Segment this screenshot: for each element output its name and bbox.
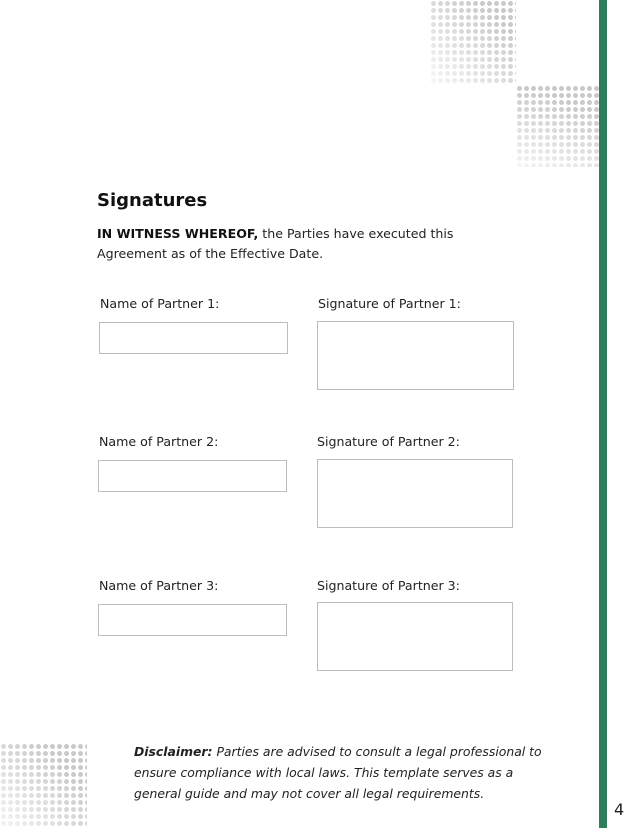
- partner-3-name-label: Name of Partner 3:: [99, 578, 219, 593]
- partner-3-name-field[interactable]: [98, 604, 287, 636]
- witness-clause-bold: IN WITNESS WHEREOF,: [97, 226, 259, 241]
- halftone-decoration-bottom-left: [0, 743, 87, 828]
- page-number: 4: [614, 800, 625, 819]
- disclaimer: [134, 741, 554, 804]
- section-title: Signatures: [97, 190, 208, 211]
- partner-2-signature-label: Signature of Partner 2:: [317, 434, 460, 449]
- partner-3-signature-field[interactable]: [317, 602, 513, 671]
- partner-3-signature-label: Signature of Partner 3:: [317, 578, 460, 593]
- disclaimer-label: Disclaimer:: [134, 744, 213, 759]
- halftone-decoration-right: [516, 85, 599, 167]
- disclaimer-text: Parties are advised to consult a legal professional to ensure compliance with local laws. This template serves as a general guide and may not cover all legal requirements.: [134, 744, 542, 801]
- witness-statement: [97, 224, 517, 263]
- partner-2-name-field[interactable]: [98, 460, 287, 492]
- halftone-decoration-top: [430, 0, 516, 85]
- partner-1-name-field[interactable]: [99, 322, 288, 354]
- accent-bar: [599, 0, 607, 828]
- partner-2-signature-field[interactable]: [317, 459, 513, 528]
- partner-2-name-label: Name of Partner 2:: [99, 434, 219, 449]
- partner-1-name-label: Name of Partner 1:: [100, 296, 220, 311]
- partner-1-signature-field[interactable]: [317, 321, 514, 390]
- witness-clause-text: the Parties have executed this Agreement as of the Effective Date.: [97, 226, 454, 261]
- partner-1-signature-label: Signature of Partner 1:: [318, 296, 461, 311]
